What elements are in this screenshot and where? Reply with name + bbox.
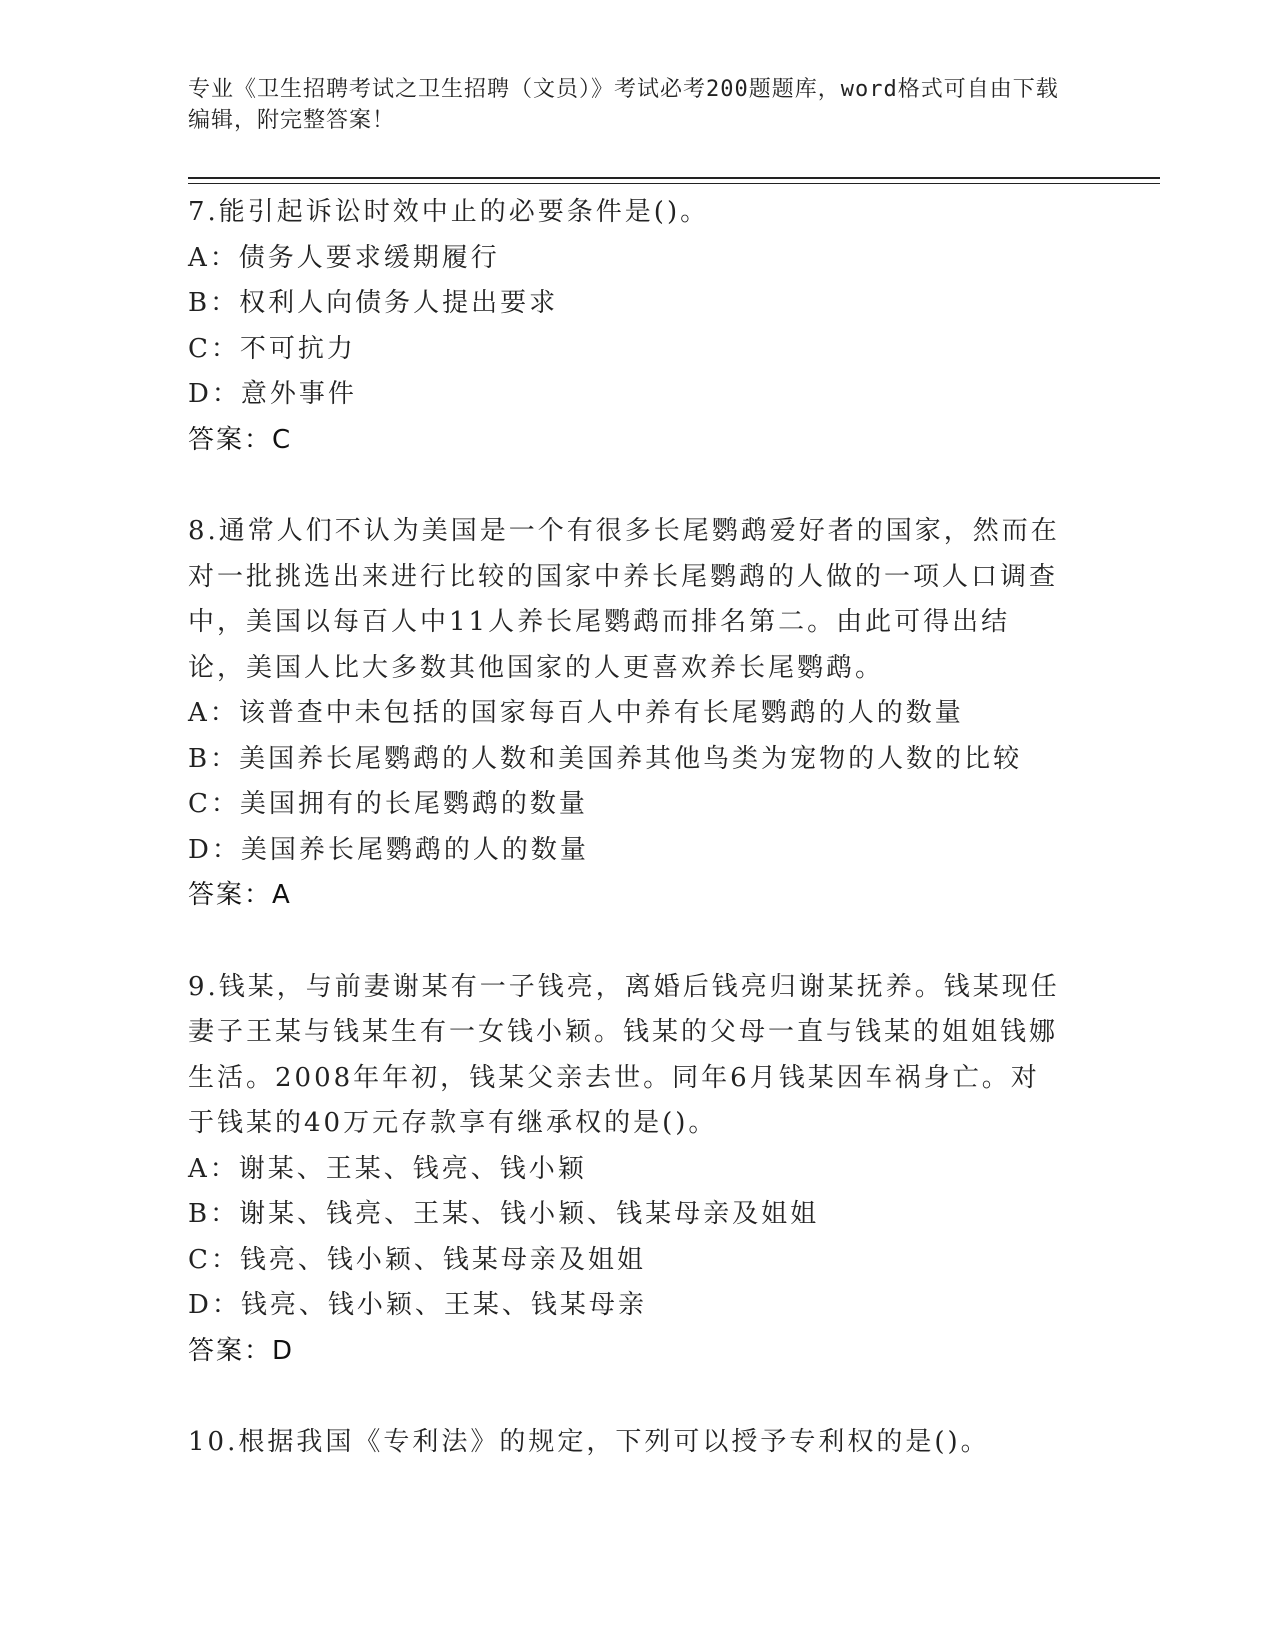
question-7	[188, 190, 1068, 463]
question-stem: 10.根据我国《专利法》的规定，下列可以授予专利权的是()。	[188, 1427, 990, 1457]
question-stem: 7.能引起诉讼时效中止的必要条件是()。	[188, 197, 710, 227]
spacer	[188, 919, 1068, 965]
question-9	[188, 965, 1068, 1375]
option-c: C：美国拥有的长尾鹦鹉的数量	[188, 789, 588, 819]
answer-line: 答案：D	[188, 1335, 295, 1366]
option-a: A：债务人要求缓期履行	[188, 242, 500, 273]
header-rule-thin	[188, 183, 1160, 184]
question-8	[188, 509, 1068, 919]
answer-line: 答案：A	[188, 880, 292, 910]
question-stem: 9.钱某，与前妻谢某有一子钱亮，离婚后钱亮归谢某抚养。钱某现任妻子王某与钱某生有一女钱小颖。钱某的父母一直与钱某的姐姐钱娜生活。2008年年初，钱某父亲去世。同年6月钱某因车祸身亡。对于钱某的40万元存款享有继承权的是()。	[188, 971, 1060, 1138]
option-b: B：权利人向债务人提出要求	[188, 288, 559, 318]
option-b: B：谢某、钱亮、王某、钱小颖、钱某母亲及姐姐	[188, 1199, 820, 1229]
option-b: B：美国养长尾鹦鹉的人数和美国养其他鸟类为宠物的人数的比较	[188, 743, 1023, 774]
option-c: C：不可抗力	[188, 333, 356, 364]
question-stem: 8.通常人们不认为美国是一个有很多长尾鹦鹉爱好者的国家，然而在对一批挑选出来进行比较的国家中养长尾鹦鹉的人做的一项人口调查中，美国以每百人中11人养长尾鹦鹉而排名第二。由此可得出结论，美国人比大多数其他国家的人更喜欢养长尾鹦鹉。	[188, 516, 1060, 683]
option-d: D：钱亮、钱小颖、王某、钱某母亲	[188, 1290, 647, 1320]
option-a: A：谢某、王某、钱亮、钱小颖	[188, 1153, 587, 1184]
option-a: A：该普查中未包括的国家每百人中养有长尾鹦鹉的人的数量	[188, 698, 964, 728]
option-d: D：意外事件	[188, 379, 357, 409]
option-d: D：美国养长尾鹦鹉的人的数量	[188, 834, 589, 865]
question-10	[188, 1420, 1068, 1466]
spacer	[188, 463, 1068, 509]
question-list	[188, 190, 1068, 1466]
answer-line: 答案：C	[188, 424, 293, 455]
document-header: 专业《卫生招聘考试之卫生招聘（文员）》考试必考200题题库，word格式可自由下载编辑，附完整答案！	[188, 77, 1059, 133]
header-rule-thick	[188, 177, 1160, 179]
option-c: C：钱亮、钱小颖、钱某母亲及姐姐	[188, 1244, 646, 1275]
spacer	[188, 1374, 1068, 1420]
